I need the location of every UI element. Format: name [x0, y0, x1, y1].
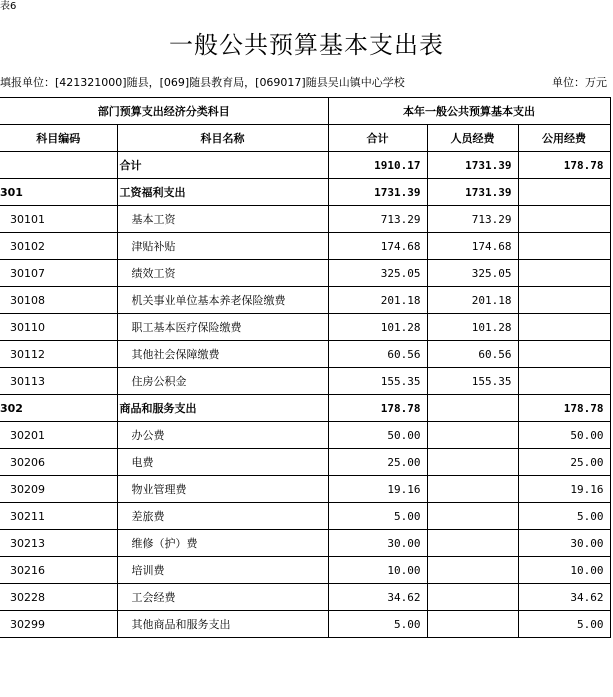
cell-public-cost [518, 206, 610, 233]
cell-subject-name: 办公费 [117, 422, 328, 449]
cell-subject-code [0, 152, 117, 179]
table-row [0, 287, 610, 314]
table-row [0, 179, 610, 206]
cell-personnel-cost: 1731.39 [427, 179, 518, 206]
table-row [0, 557, 610, 584]
cell-subject-name: 其他社会保障缴费 [117, 341, 328, 368]
cell-public-cost [518, 314, 610, 341]
table-row [0, 476, 610, 503]
cell-total: 1910.17 [328, 152, 427, 179]
page-title: 一般公共预算基本支出表 [169, 31, 444, 59]
cell-personnel-cost: 325.05 [427, 260, 518, 287]
table-row [0, 341, 610, 368]
cell-subject-code: 30216 [0, 557, 117, 584]
cell-total: 713.29 [328, 206, 427, 233]
cell-personnel-cost [427, 611, 518, 638]
cell-personnel-cost [427, 422, 518, 449]
cell-subject-name: 电费 [117, 449, 328, 476]
cell-subject-name: 工资福利支出 [117, 179, 328, 206]
cell-personnel-cost [427, 557, 518, 584]
cell-personnel-cost: 1731.39 [427, 152, 518, 179]
cell-subject-code: 30213 [0, 530, 117, 557]
table-column-header-row [0, 125, 610, 152]
table-body [0, 152, 610, 638]
cell-total: 101.28 [328, 314, 427, 341]
cell-subject-code: 30108 [0, 287, 117, 314]
cell-personnel-cost: 201.18 [427, 287, 518, 314]
cell-public-cost [518, 233, 610, 260]
cell-subject-name: 津贴补贴 [117, 233, 328, 260]
cell-subject-code: 30299 [0, 611, 117, 638]
reporting-unit-label: 填报单位：[421321000]随县，[069]随县教育局，[069017]随县吴山镇中心学校 [0, 76, 405, 89]
cell-subject-name: 合计 [117, 152, 328, 179]
cell-personnel-cost: 60.56 [427, 341, 518, 368]
cell-subject-code: 301 [0, 179, 117, 206]
cell-subject-code: 30228 [0, 584, 117, 611]
header-public-cost: 公用经费 [518, 125, 610, 152]
cell-total: 155.35 [328, 368, 427, 395]
cell-subject-code: 30107 [0, 260, 117, 287]
cell-total: 201.18 [328, 287, 427, 314]
header-total: 合计 [328, 125, 427, 152]
cell-subject-name: 培训费 [117, 557, 328, 584]
table-row [0, 260, 610, 287]
table-row [0, 233, 610, 260]
cell-personnel-cost: 713.29 [427, 206, 518, 233]
table-row [0, 584, 610, 611]
currency-unit-label: 单位：万元 [552, 76, 607, 89]
cell-personnel-cost [427, 476, 518, 503]
table-row [0, 314, 610, 341]
cell-personnel-cost [427, 395, 518, 422]
cell-subject-code: 30102 [0, 233, 117, 260]
cell-subject-name: 机关事业单位基本养老保险缴费 [117, 287, 328, 314]
cell-public-cost: 30.00 [518, 530, 610, 557]
cell-personnel-cost: 174.68 [427, 233, 518, 260]
cell-subject-name: 住房公积金 [117, 368, 328, 395]
cell-subject-code: 30112 [0, 341, 117, 368]
header-personnel-cost: 人员经费 [427, 125, 518, 152]
cell-personnel-cost [427, 449, 518, 476]
table-row [0, 503, 610, 530]
cell-subject-code: 30206 [0, 449, 117, 476]
cell-total: 34.62 [328, 584, 427, 611]
cell-total: 30.00 [328, 530, 427, 557]
report-info-row [0, 75, 613, 91]
table-group-header-row [0, 98, 610, 125]
cell-total: 19.16 [328, 476, 427, 503]
table-row [0, 368, 610, 395]
cell-subject-name: 差旅费 [117, 503, 328, 530]
cell-subject-name: 商品和服务支出 [117, 395, 328, 422]
cell-public-cost [518, 179, 610, 206]
cell-public-cost: 5.00 [518, 611, 610, 638]
cell-public-cost [518, 341, 610, 368]
cell-public-cost: 5.00 [518, 503, 610, 530]
cell-public-cost [518, 287, 610, 314]
header-subject-code: 科目编码 [0, 125, 117, 152]
cell-total: 60.56 [328, 341, 427, 368]
cell-public-cost: 25.00 [518, 449, 610, 476]
cell-total: 1731.39 [328, 179, 427, 206]
cell-subject-name: 其他商品和服务支出 [117, 611, 328, 638]
cell-public-cost [518, 368, 610, 395]
table-row [0, 206, 610, 233]
table-row [0, 395, 610, 422]
cell-personnel-cost [427, 584, 518, 611]
cell-subject-code: 30101 [0, 206, 117, 233]
cell-total: 325.05 [328, 260, 427, 287]
cell-subject-code: 30201 [0, 422, 117, 449]
cell-personnel-cost: 155.35 [427, 368, 518, 395]
cell-public-cost: 178.78 [518, 395, 610, 422]
cell-total: 25.00 [328, 449, 427, 476]
cell-subject-name: 基本工资 [117, 206, 328, 233]
table-row [0, 611, 610, 638]
cell-public-cost: 19.16 [518, 476, 610, 503]
cell-subject-name: 物业管理费 [117, 476, 328, 503]
cell-subject-name: 职工基本医疗保险缴费 [117, 314, 328, 341]
cell-public-cost: 10.00 [518, 557, 610, 584]
cell-total: 5.00 [328, 503, 427, 530]
cell-public-cost: 50.00 [518, 422, 610, 449]
cell-total: 5.00 [328, 611, 427, 638]
cell-public-cost [518, 260, 610, 287]
cell-total: 10.00 [328, 557, 427, 584]
header-basic-expenditure: 本年一般公共预算基本支出 [328, 98, 610, 125]
cell-subject-code: 302 [0, 395, 117, 422]
cell-subject-name: 绩效工资 [117, 260, 328, 287]
table-number-label: 表6 [0, 1, 17, 12]
cell-subject-name: 工会经费 [117, 584, 328, 611]
table-row [0, 422, 610, 449]
cell-personnel-cost: 101.28 [427, 314, 518, 341]
cell-total: 174.68 [328, 233, 427, 260]
header-subject-name: 科目名称 [117, 125, 328, 152]
cell-subject-code: 30110 [0, 314, 117, 341]
cell-public-cost: 34.62 [518, 584, 610, 611]
cell-public-cost: 178.78 [518, 152, 610, 179]
table-row [0, 152, 610, 179]
header-economic-classification: 部门预算支出经济分类科目 [0, 98, 328, 125]
cell-subject-code: 30113 [0, 368, 117, 395]
cell-subject-code: 30211 [0, 503, 117, 530]
cell-total: 50.00 [328, 422, 427, 449]
cell-total: 178.78 [328, 395, 427, 422]
table-row [0, 449, 610, 476]
cell-subject-name: 维修（护）费 [117, 530, 328, 557]
table-row [0, 530, 610, 557]
budget-table [0, 97, 611, 638]
cell-personnel-cost [427, 503, 518, 530]
cell-subject-code: 30209 [0, 476, 117, 503]
cell-personnel-cost [427, 530, 518, 557]
